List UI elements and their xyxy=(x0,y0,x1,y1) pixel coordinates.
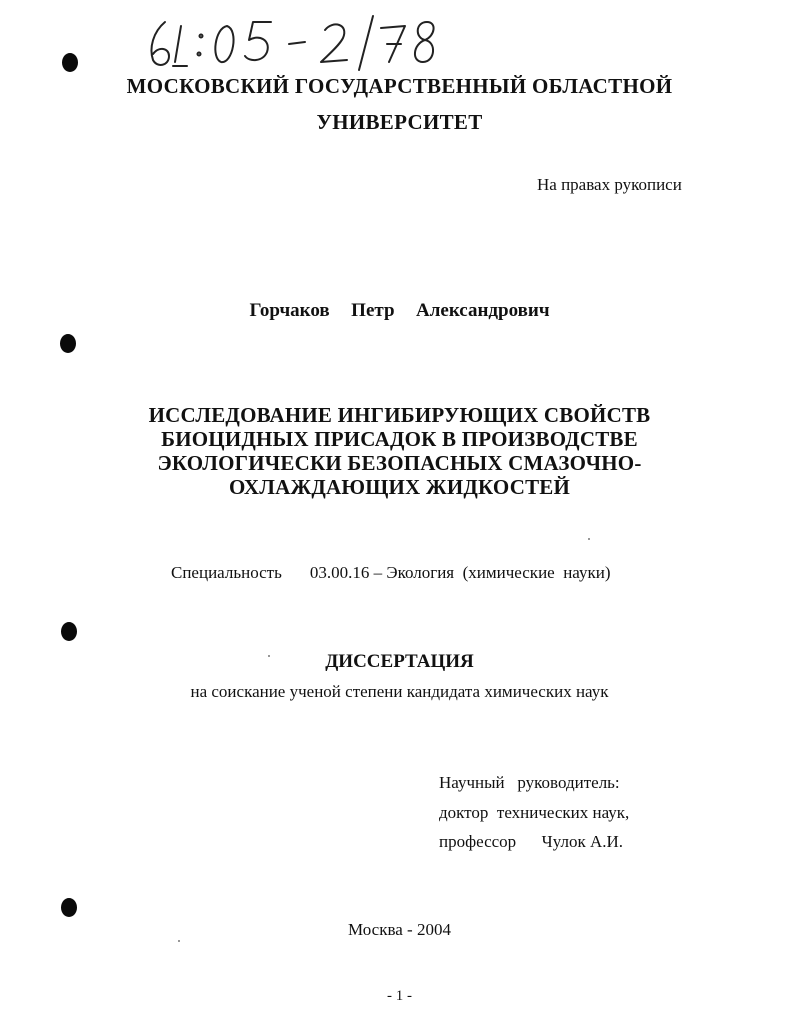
handwritten-number-drawing xyxy=(143,14,443,72)
supervisor-line3: профессор Чулок А.И. xyxy=(439,832,624,851)
university-name-line1: МОСКОВСКИЙ ГОСУДАРСТВЕННЫЙ ОБЛАСТНОЙ xyxy=(126,74,673,98)
dissertation-title xyxy=(0,403,799,499)
specialty xyxy=(171,563,611,583)
page-number: - 1 - xyxy=(387,988,412,1004)
city-year: Москва - 2004 xyxy=(348,920,451,939)
scan-speck xyxy=(588,538,590,540)
binder-hole-4 xyxy=(61,898,77,917)
dissertation-subtitle: на соискание ученой степени кандидата химических наук xyxy=(190,682,609,701)
supervisor-line1: Научный руководитель: xyxy=(439,773,620,792)
title-line: БИОЦИДНЫХ ПРИСАДОК В ПРОИЗВОДСТВЕ xyxy=(161,427,638,451)
title-line: ИССЛЕДОВАНИЕ ИНГИБИРУЮЩИХ СВОЙСТВ xyxy=(148,403,651,427)
title-line: ОХЛАЖДАЮЩИХ ЖИДКОСТЕЙ xyxy=(228,475,571,499)
dissertation-heading: ДИССЕРТАЦИЯ xyxy=(325,651,474,672)
scan-speck xyxy=(178,940,180,942)
supervisor-line2: доктор технических наук, xyxy=(439,803,630,822)
specialty-value: 03.00.16 – Экология (химические науки) xyxy=(309,563,611,582)
university-name-line2: УНИВЕРСИТЕТ xyxy=(316,110,483,134)
binder-hole-2 xyxy=(60,334,76,353)
manuscript-note: На правах рукописи xyxy=(537,175,682,194)
title-line: ЭКОЛОГИЧЕСКИ БЕЗОПАСНЫХ СМАЗОЧНО- xyxy=(157,451,642,475)
binder-hole-3 xyxy=(61,622,77,641)
binder-hole-1 xyxy=(62,53,78,72)
handwritten-archive-number xyxy=(143,14,443,72)
author-name: Горчаков Петр Александрович xyxy=(249,300,550,321)
specialty-label: Специальность xyxy=(171,563,282,582)
